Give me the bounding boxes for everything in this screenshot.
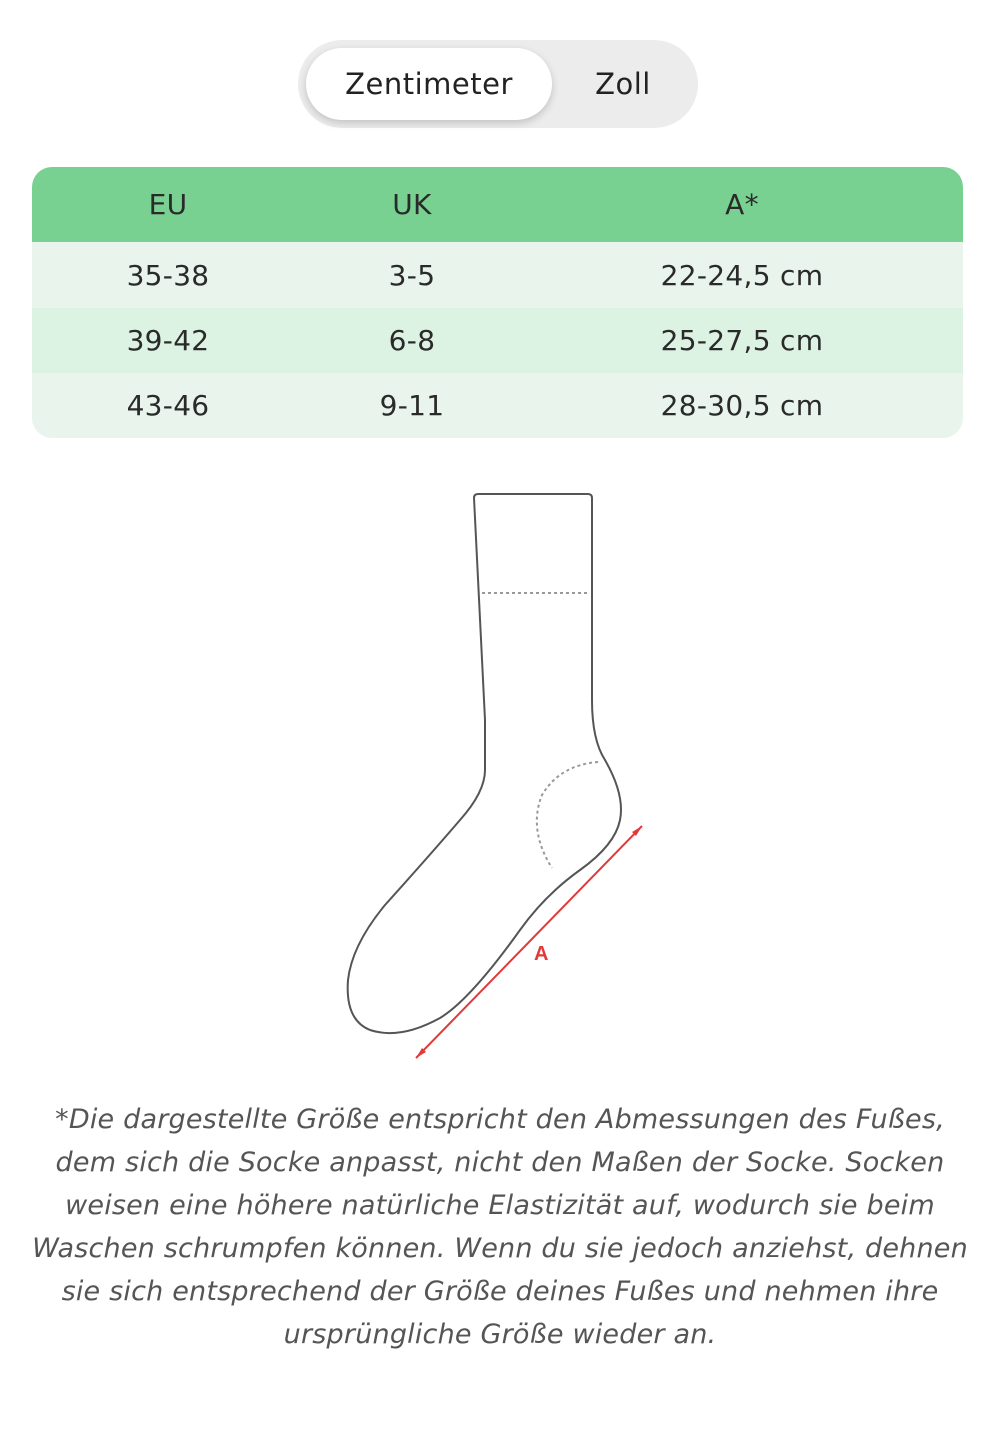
cell-eu: 39-42 [126, 324, 210, 357]
unit-option-centimeter[interactable]: Zentimeter [306, 48, 552, 120]
unit-option-inch[interactable]: Zoll [595, 67, 651, 101]
cell-a: 22-24,5 cm [660, 258, 824, 292]
cell-a: 28-30,5 cm [660, 389, 824, 422]
size-table [32, 167, 963, 438]
header-eu: EU [148, 188, 188, 221]
table-header [32, 167, 963, 242]
sock-outline [348, 494, 621, 1033]
cell-eu: 35-38 [126, 258, 210, 292]
sock-diagram [300, 480, 700, 1080]
table-row [32, 308, 963, 373]
cell-uk: 9-11 [379, 389, 445, 422]
header-uk: UK [392, 188, 432, 221]
cell-uk: 3-5 [388, 258, 436, 292]
unit-toggle [298, 40, 698, 128]
measure-label: A [534, 943, 549, 965]
cell-a: 25-27,5 cm [660, 324, 824, 357]
cell-uk: 6-8 [388, 324, 436, 357]
cell-eu: 43-46 [126, 389, 210, 422]
sizing-footnote: *Die dargestellte Größe entspricht den Abmessungen des Fußes, dem sich die Socke anpasst, nicht den Maßen der Socke. Socken weisen eine höhere natürliche Elastizität auf, wodurch sie beim Waschen schrumpfen können. Wenn du sie jedoch anziehst, dehnen sie sich entsprechend der Größe deines Fußes und nehmen ihre ursprüngliche Größe wieder an. [32, 1104, 968, 1350]
header-a: A* [725, 188, 759, 221]
table-row [32, 242, 963, 308]
table-row [32, 373, 963, 438]
